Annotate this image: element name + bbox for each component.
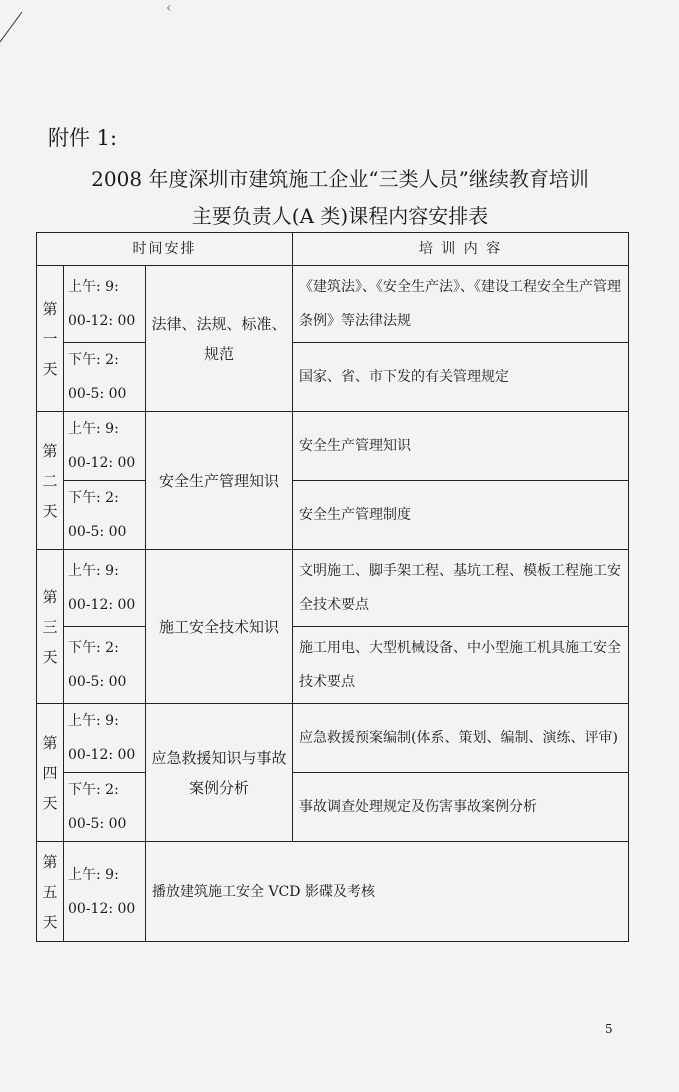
day-label: 第 二 天 — [37, 412, 64, 550]
table-row — [37, 704, 629, 773]
table-row — [37, 842, 629, 942]
time-slot-pm — [64, 481, 146, 550]
time-range: 00-5: 00 — [68, 524, 127, 540]
time-label: 上午: 9: — [68, 713, 119, 729]
table-row — [37, 266, 629, 343]
header-time: 时间安排 — [37, 233, 293, 266]
time-label: 上午: 9: — [68, 563, 119, 579]
header-content: 培 训 内 容 — [293, 233, 629, 266]
time-label: 上午: 9: — [68, 279, 119, 295]
time-slot-am — [64, 704, 146, 773]
time-slot-pm — [64, 773, 146, 842]
time-range: 00-12: 00 — [68, 597, 136, 613]
day-label: 第 三 天 — [37, 550, 64, 704]
time-label: 上午: 9: — [68, 421, 119, 437]
time-label: 下午: 2: — [68, 352, 119, 368]
content-cell: 安全生产管理知识 — [293, 412, 629, 481]
time-range: 00-12: 00 — [68, 900, 136, 917]
document-title-line1: 2008 年度深圳市建筑施工企业“三类人员”继续教育培训 — [91, 167, 589, 191]
time-label: 上午: 9: — [68, 866, 119, 883]
table-row — [37, 550, 629, 627]
table-row — [37, 627, 629, 704]
scan-artifact-line — [0, 0, 60, 60]
content-cell: 国家、省、市下发的有关管理规定 — [293, 343, 629, 412]
content-cell: 播放建筑施工安全 VCD 影碟及考核 — [146, 842, 629, 942]
time-slot-pm — [64, 627, 146, 704]
content-cell: 文明施工、脚手架工程、基坑工程、模板工程施工安全技术要点 — [293, 550, 629, 627]
time-slot-am — [64, 266, 146, 343]
time-range: 00-12: 00 — [68, 313, 136, 329]
table-header-row — [37, 233, 629, 266]
day-label: 第 五 天 — [37, 842, 64, 942]
content-cell: 事故调查处理规定及伤害事故案例分析 — [293, 773, 629, 842]
page-number: 5 — [605, 1022, 613, 1036]
day-label: 第 一 天 — [37, 266, 64, 412]
topic-cell: 安全生产管理知识 — [146, 412, 293, 550]
topic-cell: 施工安全技术知识 — [146, 550, 293, 704]
time-label: 下午: 2: — [68, 782, 119, 798]
time-slot-am — [64, 842, 146, 942]
content-cell: 《建筑法》、《安全生产法》、《建设工程安全生产管理条例》等法律法规 — [293, 266, 629, 343]
time-label: 下午: 2: — [68, 490, 119, 506]
day-label: 第 四 天 — [37, 704, 64, 842]
content-cell: 安全生产管理制度 — [293, 481, 629, 550]
attachment-label: 附件 1: — [48, 126, 118, 150]
table-row — [37, 343, 629, 412]
content-cell: 应急救援预案编制(体系、策划、编制、演练、评审) — [293, 704, 629, 773]
time-slot-am — [64, 550, 146, 627]
time-label: 下午: 2: — [68, 640, 119, 656]
time-range: 00-12: 00 — [68, 455, 136, 471]
table-row — [37, 773, 629, 842]
topic-cell: 法律、法规、标准、规范 — [146, 266, 293, 412]
time-range: 00-5: 00 — [68, 674, 127, 690]
content-cell: 施工用电、大型机械设备、中小型施工机具施工安全技术要点 — [293, 627, 629, 704]
scan-artifact-mark: ‹ — [166, 0, 172, 16]
time-range: 00-12: 00 — [68, 747, 136, 763]
table-row — [37, 412, 629, 481]
topic-cell: 应急救援知识与事故案例分析 — [146, 704, 293, 842]
time-slot-am — [64, 412, 146, 481]
document-title-line2: 主要负责人(A 类)课程内容安排表 — [191, 204, 489, 228]
time-range: 00-5: 00 — [68, 386, 127, 402]
schedule-table — [36, 232, 629, 942]
table-row — [37, 481, 629, 550]
time-range: 00-5: 00 — [68, 816, 127, 832]
time-slot-pm — [64, 343, 146, 412]
